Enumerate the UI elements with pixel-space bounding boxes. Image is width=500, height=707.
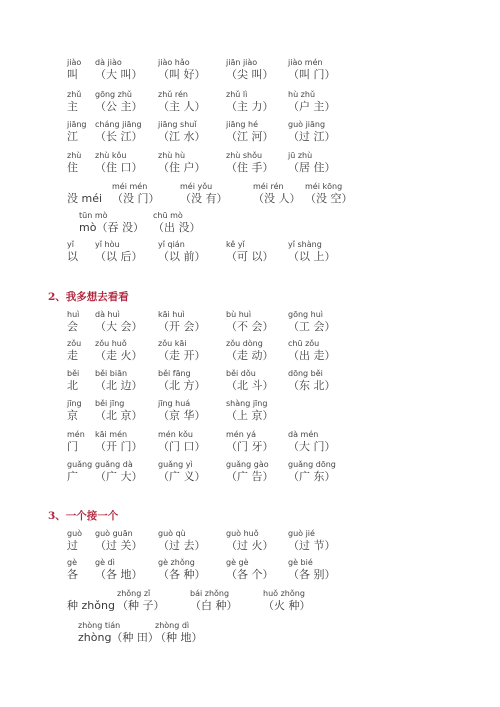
pinyin-label: guò jiāng <box>288 120 326 129</box>
section-title-2: 2、我多想去看看 <box>48 291 129 303</box>
pinyin-label: zhù shǒu <box>226 151 263 160</box>
pinyin-label: méi rén <box>253 182 284 191</box>
word-row <box>0 151 500 181</box>
pinyin-label: guǎng <box>67 460 93 469</box>
hanzi-label: （各 别） <box>288 568 336 581</box>
hanzi-label: （上 京） <box>226 409 274 422</box>
hanzi-label: （过 去） <box>158 539 206 552</box>
hanzi-label: （居 住） <box>288 161 336 174</box>
word-row <box>0 58 500 88</box>
hanzi-label: （北 方） <box>158 379 206 392</box>
pinyin-label: guǎng yì <box>158 460 193 469</box>
pinyin-label: gōng zhǔ <box>95 90 133 99</box>
pinyin-label: chū zǒu <box>288 339 320 348</box>
pinyin-label: guǎng gào <box>226 460 269 469</box>
pinyin-label: huì <box>67 310 80 319</box>
hanzi-label: （江 河） <box>226 130 274 143</box>
pinyin-label: dà mén <box>288 430 319 439</box>
hanzi-label: 叫 <box>67 68 78 81</box>
pinyin-label: gè bié <box>288 558 313 567</box>
pinyin-label: běi <box>67 369 80 378</box>
word-row <box>0 240 500 270</box>
hanzi-label: （开 门） <box>95 440 143 453</box>
pinyin-label: méi yǒu <box>180 182 213 191</box>
pinyin-label: gè <box>67 558 77 567</box>
hanzi-label: （主 力） <box>226 100 274 113</box>
word-row <box>0 120 500 150</box>
pinyin-label: jiāng shuǐ <box>158 120 197 129</box>
pinyin-label: zhǔ lì <box>226 90 248 99</box>
hanzi-label: （出 没） <box>153 221 201 234</box>
hanzi-label: （没 人） <box>253 192 301 205</box>
pinyin-label: méi mén <box>112 182 148 191</box>
hanzi-label: （住 口） <box>95 161 143 174</box>
pinyin-label: yǐ shàng <box>288 240 322 249</box>
word-row <box>0 90 500 120</box>
hanzi-label: （大 门） <box>288 440 336 453</box>
pinyin-label: tūn mò <box>79 211 108 220</box>
pinyin-label: bái zhǒng <box>190 589 230 598</box>
pinyin-label: bù huì <box>226 310 252 319</box>
hanzi-label: （以 后） <box>95 250 143 263</box>
hanzi-label: （开 会） <box>158 320 206 333</box>
pinyin-label: jiāng <box>67 120 87 129</box>
pinyin-label: zhòng tián <box>78 621 121 630</box>
pinyin-label: shàng jīng <box>226 399 268 408</box>
pinyin-label: yǐ hòu <box>95 240 120 249</box>
hanzi-label: 主 <box>67 100 78 113</box>
hanzi-label: （北 京） <box>95 409 143 422</box>
pinyin-label: jiān jiào <box>226 58 258 67</box>
pinyin-label: cháng jiāng <box>95 120 142 129</box>
word-row <box>0 339 500 369</box>
hanzi-label: （北 斗） <box>226 379 274 392</box>
pinyin-label: běi jīng <box>95 399 125 408</box>
pinyin-label: gè dì <box>95 558 115 567</box>
pinyin-label: běi dǒu <box>226 369 256 378</box>
pinyin-label: zhòng dì <box>155 621 190 630</box>
hanzi-label: （火 种） <box>263 599 311 612</box>
hanzi-label: （住 户） <box>158 161 206 174</box>
hanzi-label: 江 <box>67 130 78 143</box>
pinyin-label: gè zhǒng <box>158 558 195 567</box>
hanzi-label: （户 主） <box>288 100 336 113</box>
word-row <box>0 621 500 651</box>
hanzi-label: （广 大） <box>95 470 143 483</box>
word-row <box>0 529 500 559</box>
pinyin-label: guò <box>67 529 83 538</box>
hanzi-label: （叫 门） <box>288 68 336 81</box>
pinyin-label: mén yá <box>226 430 256 439</box>
pinyin-label: jiào mén <box>288 58 323 67</box>
pinyin-label: zhù kǒu <box>95 151 127 160</box>
hanzi-label: 京 <box>67 409 78 422</box>
hanzi-label: （大 会） <box>95 320 143 333</box>
pinyin-label: gōng huì <box>288 310 324 319</box>
word-row <box>0 460 500 490</box>
hanzi-label: （过 火） <box>226 539 274 552</box>
hanzi-label: mò（吞 没） <box>79 221 144 234</box>
pinyin-label: jiào hǎo <box>158 58 190 67</box>
hanzi-label: （门 口） <box>158 440 206 453</box>
pinyin-label: mén <box>67 430 85 439</box>
pinyin-label: zǒu <box>67 339 82 348</box>
pinyin-label: yǐ qián <box>158 240 185 249</box>
hanzi-label: （种 地） <box>155 631 203 644</box>
hanzi-label: （走 开） <box>158 349 206 362</box>
word-row <box>0 558 500 588</box>
pinyin-label: zhǔ rén <box>158 90 188 99</box>
hanzi-label: （叫 好） <box>158 68 206 81</box>
pinyin-label: kāi mén <box>95 430 128 439</box>
pinyin-label: běi biān <box>95 369 128 378</box>
hanzi-label: （没 有） <box>180 192 228 205</box>
hanzi-label: （没 空） <box>305 192 353 205</box>
hanzi-label: （出 走） <box>288 349 336 362</box>
pinyin-label: guò huǒ <box>226 529 259 538</box>
hanzi-label: （江 水） <box>158 130 206 143</box>
pinyin-label: dà jiào <box>95 58 122 67</box>
pinyin-label: jīng huá <box>158 399 191 408</box>
pinyin-label: zǒu huǒ <box>95 339 127 348</box>
hanzi-label: （各 地） <box>95 568 143 581</box>
hanzi-label: 门 <box>67 440 78 453</box>
hanzi-label: （住 手） <box>226 161 274 174</box>
hanzi-label: （广 义） <box>158 470 206 483</box>
hanzi-label: 会 <box>67 320 78 333</box>
pinyin-label: kě yǐ <box>226 240 245 249</box>
section-title-3: 3、一个接一个 <box>48 510 119 522</box>
hanzi-label: （工 会） <box>288 320 336 333</box>
word-row <box>0 430 500 460</box>
pinyin-label: guǎng dōng <box>288 460 336 469</box>
hanzi-label: （不 会） <box>226 320 274 333</box>
hanzi-label: （走 动） <box>226 349 274 362</box>
hanzi-label: （广 告） <box>226 470 274 483</box>
pinyin-label: guò guān <box>95 529 133 538</box>
pinyin-label: zhù hù <box>158 151 186 160</box>
pinyin-label: guò jié <box>288 529 315 538</box>
hanzi-label: （过 关） <box>95 539 143 552</box>
pinyin-label: huǒ zhǒng <box>263 589 305 598</box>
pinyin-label: jiào <box>67 58 82 67</box>
word-row <box>0 369 500 399</box>
hanzi-label: （各 种） <box>158 568 206 581</box>
hanzi-label: （各 个） <box>226 568 274 581</box>
hanzi-label: 广 <box>67 470 78 483</box>
hanzi-label: 种 zhǒng <box>67 599 115 612</box>
pinyin-label: zǒu kāi <box>158 339 187 348</box>
pinyin-label: mén kǒu <box>158 430 193 439</box>
hanzi-label: （京 华） <box>158 409 206 422</box>
pinyin-label: jīng <box>67 399 82 408</box>
hanzi-label: 住 <box>67 161 78 174</box>
hanzi-label: （过 节） <box>288 539 336 552</box>
pinyin-label: dōng běi <box>288 369 323 378</box>
hanzi-label: （门 牙） <box>226 440 274 453</box>
hanzi-label: （没 门） <box>112 192 160 205</box>
hanzi-label: 以 <box>67 250 78 263</box>
word-row <box>0 589 500 619</box>
hanzi-label: （种 子） <box>117 599 165 612</box>
word-row <box>0 211 500 241</box>
hanzi-label: （过 江） <box>288 130 336 143</box>
hanzi-label: （长 江） <box>95 130 143 143</box>
pinyin-label: dà huì <box>95 310 120 319</box>
pinyin-label: gè gè <box>226 558 249 567</box>
pinyin-label: méi kōng <box>305 182 343 191</box>
pinyin-label: zhǒng zǐ <box>117 589 151 598</box>
hanzi-label: （白 种） <box>190 599 238 612</box>
hanzi-label: 走 <box>67 349 78 362</box>
hanzi-label: （以 前） <box>158 250 206 263</box>
hanzi-label: （北 边） <box>95 379 143 392</box>
hanzi-label: （尖 叫） <box>226 68 274 81</box>
hanzi-label: （东 北） <box>288 379 336 392</box>
hanzi-label: （可 以） <box>226 250 274 263</box>
pinyin-label: jū zhù <box>288 151 313 160</box>
hanzi-label: （广 东） <box>288 470 336 483</box>
pinyin-label: kāi huì <box>158 310 185 319</box>
hanzi-label: （走 火） <box>95 349 143 362</box>
pinyin-label: zhù <box>67 151 82 160</box>
pinyin-label: guò qù <box>158 529 186 538</box>
pinyin-label: guǎng dà <box>95 460 133 469</box>
hanzi-label: 北 <box>67 379 78 392</box>
hanzi-label: （大 叫） <box>95 68 143 81</box>
pinyin-label: běi fāng <box>158 369 191 378</box>
pinyin-label: zǒu dòng <box>226 339 263 348</box>
word-row <box>0 399 500 429</box>
pinyin-label: hù zhǔ <box>288 90 316 99</box>
pinyin-label: zhǔ <box>67 90 82 99</box>
hanzi-label: 没 méi <box>67 192 103 205</box>
pinyin-label: chū mò <box>153 211 183 220</box>
hanzi-label: （以 上） <box>288 250 336 263</box>
word-row <box>0 182 500 212</box>
word-row <box>0 310 500 340</box>
hanzi-label: 过 <box>67 539 78 552</box>
hanzi-label: zhòng（种 田） <box>78 631 159 644</box>
hanzi-label: （公 主） <box>95 100 143 113</box>
hanzi-label: 各 <box>67 568 78 581</box>
hanzi-label: （主 人） <box>158 100 206 113</box>
pinyin-label: yǐ <box>67 240 74 249</box>
pinyin-label: jiāng hé <box>226 120 259 129</box>
